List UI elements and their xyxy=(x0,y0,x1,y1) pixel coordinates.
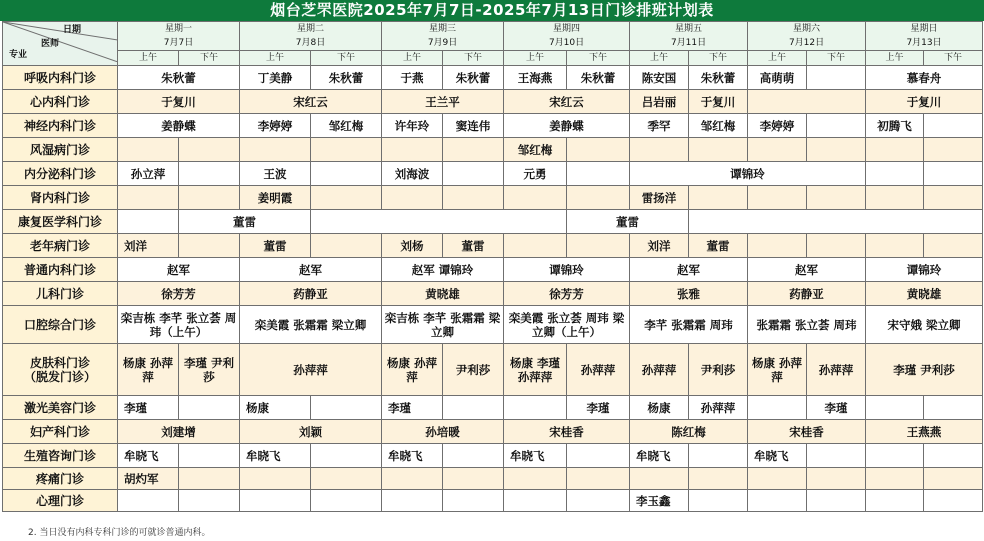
schedule-cell xyxy=(748,138,807,162)
schedule-cell: 王兰平 xyxy=(382,90,504,114)
dept-label: 生殖咨询门诊 xyxy=(3,444,118,468)
schedule-cell xyxy=(567,234,630,258)
row-psychology xyxy=(3,490,983,512)
am-label: 上午 xyxy=(382,51,443,66)
row-respiratory xyxy=(3,66,983,90)
schedule-cell xyxy=(567,186,630,210)
schedule-cell: 胡灼军 xyxy=(118,468,179,490)
dept-label: 心理门诊 xyxy=(3,490,118,512)
schedule-cell xyxy=(807,234,866,258)
schedule-cell: 王海燕 xyxy=(504,66,567,90)
day-header-3 xyxy=(504,22,630,51)
day-date: 7月12日 xyxy=(788,38,825,48)
schedule-cell: 黄晓雄 xyxy=(382,282,504,306)
schedule-cell: 慕春舟 xyxy=(866,66,983,90)
schedule-cell xyxy=(311,186,382,210)
schedule-cell: 刘建增 xyxy=(118,420,240,444)
schedule-cell xyxy=(179,396,240,420)
dept-label xyxy=(3,344,118,396)
schedule-cell xyxy=(504,186,567,210)
schedule-cell xyxy=(311,444,382,468)
schedule-cell: 邹红梅 xyxy=(689,114,748,138)
schedule-cell: 赵军 xyxy=(748,258,866,282)
corner-date-label: 日期 xyxy=(63,25,82,35)
schedule-cell xyxy=(807,138,866,162)
day-header-1 xyxy=(240,22,382,51)
schedule-cell xyxy=(866,234,924,258)
schedule-cell: 栾吉栋 李芊 张立荟 周玮（上午） xyxy=(118,306,240,344)
schedule-cell xyxy=(443,396,504,420)
schedule-cell: 牟晓飞 xyxy=(240,444,311,468)
am-label: 上午 xyxy=(866,51,924,66)
schedule-cell xyxy=(179,234,240,258)
schedule-cell xyxy=(443,490,504,512)
schedule-cell xyxy=(179,162,240,186)
day-date: 7月8日 xyxy=(295,38,326,48)
schedule-cell xyxy=(179,490,240,512)
pm-label: 下午 xyxy=(567,51,630,66)
schedule-cell: 刘颖 xyxy=(240,420,382,444)
schedule-cell xyxy=(866,138,924,162)
schedule-cell: 牟晓飞 xyxy=(748,444,807,468)
schedule-cell: 董雷 xyxy=(443,234,504,258)
dept-label: 心内科门诊 xyxy=(3,90,118,114)
schedule-cell: 牟晓飞 xyxy=(630,444,689,468)
am-label: 上午 xyxy=(630,51,689,66)
schedule-cell xyxy=(866,186,924,210)
schedule-cell xyxy=(689,210,983,234)
schedule-cell xyxy=(311,162,382,186)
dept-label: 肾内科门诊 xyxy=(3,186,118,210)
schedule-cell: 徐芳芳 xyxy=(118,282,240,306)
schedule-cell: 赵军 谭锦玲 xyxy=(382,258,504,282)
day-date: 7月10日 xyxy=(548,38,585,48)
schedule-cell: 杨康 xyxy=(240,396,311,420)
row-general-internal xyxy=(3,258,983,282)
schedule-cell xyxy=(311,138,382,162)
corner-dept-label: 专业 xyxy=(9,50,28,60)
schedule-cell: 朱秋蕾 xyxy=(118,66,240,90)
schedule-cell: 丁美静 xyxy=(240,66,311,90)
schedule-cell: 孙萍萍 xyxy=(240,344,382,396)
schedule-cell: 李芊 张霜霜 周玮 xyxy=(630,306,748,344)
schedule-cell: 朱秋蕾 xyxy=(689,66,748,90)
schedule-cell: 王波 xyxy=(240,162,311,186)
schedule-cell: 牟晓飞 xyxy=(504,444,567,468)
day-name: 星期六 xyxy=(793,24,821,34)
schedule-cell xyxy=(748,396,807,420)
row-reproductive xyxy=(3,444,983,468)
schedule-cell xyxy=(866,444,924,468)
schedule-cell: 孙萍萍 xyxy=(807,344,866,396)
schedule-cell: 姜静蝶 xyxy=(118,114,240,138)
schedule-cell: 朱秋蕾 xyxy=(567,66,630,90)
schedule-cell xyxy=(443,138,504,162)
schedule-cell: 元勇 xyxy=(504,162,567,186)
schedule-cell: 李瑾 xyxy=(807,396,866,420)
header-row-days xyxy=(3,22,983,51)
pm-label: 下午 xyxy=(179,51,240,66)
day-name: 星期一 xyxy=(165,24,193,34)
day-header-6 xyxy=(866,22,983,51)
schedule-cell: 孙萍萍 xyxy=(567,344,630,396)
schedule-cell xyxy=(630,138,689,162)
schedule-cell xyxy=(382,468,443,490)
schedule-cell xyxy=(567,162,630,186)
footer-note: 2. 当日没有内科专科门诊的可就诊普通内科。 xyxy=(28,528,211,538)
schedule-cell: 杨康 xyxy=(630,396,689,420)
schedule-cell: 刘洋 xyxy=(118,234,179,258)
schedule-cell: 栾美霞 张立荟 周玮 梁立卿（上午） xyxy=(504,306,630,344)
schedule-cell xyxy=(807,444,866,468)
schedule-cell xyxy=(748,186,807,210)
schedule-cell: 尹利莎 xyxy=(689,344,748,396)
day-name: 星期日 xyxy=(910,24,938,34)
schedule-cell: 牟晓飞 xyxy=(382,444,443,468)
schedule-cell: 于复川 xyxy=(118,90,240,114)
schedule-cell xyxy=(807,490,866,512)
schedule-cell xyxy=(748,490,807,512)
schedule-cell: 董雷 xyxy=(689,234,748,258)
sheet-title: 烟台芝罘医院2025年7月7日-2025年7月13日门诊排班计划表 xyxy=(0,0,984,21)
schedule-cell: 陈红梅 xyxy=(630,420,748,444)
row-dermatology xyxy=(3,344,983,396)
schedule-cell: 宋红云 xyxy=(504,90,630,114)
schedule-cell: 杨康 孙萍萍 xyxy=(118,344,179,396)
schedule-cell xyxy=(504,234,567,258)
schedule-cell: 宋守娥 梁立卿 xyxy=(866,306,983,344)
row-geriatrics xyxy=(3,234,983,258)
schedule-cell: 张雅 xyxy=(630,282,748,306)
row-pediatrics xyxy=(3,282,983,306)
schedule-cell xyxy=(689,444,748,468)
schedule-cell: 窦连伟 xyxy=(443,114,504,138)
schedule-cell xyxy=(567,468,630,490)
am-label: 上午 xyxy=(504,51,567,66)
am-label: 上午 xyxy=(240,51,311,66)
schedule-cell: 于复川 xyxy=(689,90,748,114)
schedule-cell xyxy=(689,138,748,162)
schedule-cell: 陈安国 xyxy=(630,66,689,90)
row-neurology xyxy=(3,114,983,138)
schedule-cell xyxy=(311,490,382,512)
schedule-cell xyxy=(443,468,504,490)
schedule-cell xyxy=(924,186,983,210)
schedule-cell: 董雷 xyxy=(240,234,311,258)
schedule-cell xyxy=(311,234,382,258)
row-rehabilitation xyxy=(3,210,983,234)
schedule-cell xyxy=(689,490,748,512)
schedule-cell xyxy=(567,490,630,512)
schedule-cell: 许年玲 xyxy=(382,114,443,138)
schedule-cell xyxy=(748,90,866,114)
schedule-cell xyxy=(382,138,443,162)
schedule-cell xyxy=(311,210,567,234)
schedule-cell: 邹红梅 xyxy=(504,138,567,162)
schedule-cell xyxy=(689,468,748,490)
schedule-cell xyxy=(179,468,240,490)
schedule-cell xyxy=(118,138,179,162)
schedule-cell: 李玉鑫 xyxy=(630,490,689,512)
dept-label: 儿科门诊 xyxy=(3,282,118,306)
schedule-cell xyxy=(866,396,924,420)
schedule-cell: 赵军 xyxy=(118,258,240,282)
schedule-cell: 于复川 xyxy=(866,90,983,114)
schedule-cell xyxy=(179,186,240,210)
schedule-cell: 杨康 孙萍萍 xyxy=(748,344,807,396)
row-dental xyxy=(3,306,983,344)
schedule-cell: 谭锦玲 xyxy=(866,258,983,282)
schedule-cell xyxy=(807,114,866,138)
schedule-cell: 孙立萍 xyxy=(118,162,179,186)
schedule-cell xyxy=(311,396,382,420)
schedule-cell xyxy=(179,444,240,468)
schedule-cell xyxy=(443,444,504,468)
am-label: 上午 xyxy=(748,51,807,66)
schedule-cell: 杨康 李瑾 孙萍萍 xyxy=(504,344,567,396)
schedule-cell xyxy=(924,444,983,468)
day-name: 星期二 xyxy=(297,24,325,34)
schedule-cell xyxy=(118,210,179,234)
schedule-table xyxy=(2,21,983,512)
schedule-cell: 邹红梅 xyxy=(311,114,382,138)
schedule-cell: 吕岩丽 xyxy=(630,90,689,114)
schedule-cell xyxy=(924,114,983,138)
schedule-cell xyxy=(924,396,983,420)
schedule-cell: 于燕 xyxy=(382,66,443,90)
schedule-cell: 高萌萌 xyxy=(748,66,807,90)
day-header-0 xyxy=(118,22,240,51)
corner-cell xyxy=(3,22,118,66)
schedule-cell xyxy=(924,234,983,258)
schedule-cell: 季罕 xyxy=(630,114,689,138)
schedule-cell: 牟晓飞 xyxy=(118,444,179,468)
day-date: 7月11日 xyxy=(670,38,707,48)
schedule-cell xyxy=(118,186,179,210)
schedule-cell xyxy=(311,468,382,490)
pm-label: 下午 xyxy=(924,51,983,66)
schedule-cell: 谭锦玲 xyxy=(504,258,630,282)
day-name: 星期五 xyxy=(675,24,703,34)
schedule-cell: 谭锦玲 xyxy=(630,162,866,186)
schedule-cell: 雷扬洋 xyxy=(630,186,689,210)
row-laser-cosmetic xyxy=(3,396,983,420)
schedule-cell xyxy=(240,490,311,512)
schedule-cell: 孙萍萍 xyxy=(630,344,689,396)
row-rheumatology xyxy=(3,138,983,162)
schedule-cell: 李瑾 xyxy=(567,396,630,420)
corner-doctor-label: 医师 xyxy=(41,39,60,49)
row-obstetrics xyxy=(3,420,983,444)
schedule-cell: 董雷 xyxy=(179,210,311,234)
dept-label: 风湿病门诊 xyxy=(3,138,118,162)
day-header-4 xyxy=(630,22,748,51)
dept-label: 口腔综合门诊 xyxy=(3,306,118,344)
schedule-cell: 药静亚 xyxy=(240,282,382,306)
schedule-cell: 宋红云 xyxy=(240,90,382,114)
schedule-cell xyxy=(240,138,311,162)
day-header-5 xyxy=(748,22,866,51)
schedule-cell: 徐芳芳 xyxy=(504,282,630,306)
schedule-cell xyxy=(807,186,866,210)
schedule-cell xyxy=(382,490,443,512)
dept-subname: （脱发门诊） xyxy=(23,369,96,384)
schedule-cell xyxy=(748,468,807,490)
schedule-cell xyxy=(443,162,504,186)
day-date: 7月13日 xyxy=(906,38,942,48)
schedule-cell xyxy=(689,186,748,210)
schedule-cell: 李瑾 尹利莎 xyxy=(866,344,983,396)
schedule-cell: 黄晓雄 xyxy=(866,282,983,306)
dept-label: 普通内科门诊 xyxy=(3,258,118,282)
schedule-cell: 尹利莎 xyxy=(443,344,504,396)
pm-label: 下午 xyxy=(443,51,504,66)
schedule-cell xyxy=(630,468,689,490)
schedule-cell: 王燕燕 xyxy=(866,420,983,444)
schedule-cell xyxy=(807,468,866,490)
schedule-cell xyxy=(924,138,983,162)
schedule-cell: 宋桂香 xyxy=(504,420,630,444)
dept-label: 疼痛门诊 xyxy=(3,468,118,490)
schedule-cell xyxy=(748,234,807,258)
schedule-cell: 李婷婷 xyxy=(240,114,311,138)
row-pain xyxy=(3,468,983,490)
dept-label: 神经内科门诊 xyxy=(3,114,118,138)
schedule-cell xyxy=(240,468,311,490)
schedule-cell: 刘洋 xyxy=(630,234,689,258)
row-cardiology xyxy=(3,90,983,114)
schedule-cell xyxy=(866,468,924,490)
schedule-cell: 刘杨 xyxy=(382,234,443,258)
schedule-cell xyxy=(504,396,567,420)
row-nephrology xyxy=(3,186,983,210)
schedule-cell: 李瑾 xyxy=(382,396,443,420)
dept-label: 妇产科门诊 xyxy=(3,420,118,444)
schedule-cell: 李瑾 尹利莎 xyxy=(179,344,240,396)
schedule-cell xyxy=(866,162,924,186)
schedule-cell xyxy=(924,490,983,512)
day-name: 星期四 xyxy=(553,24,581,34)
schedule-cell xyxy=(866,490,924,512)
dept-label: 康复医学科门诊 xyxy=(3,210,118,234)
schedule-cell: 张霜霜 张立荟 周玮 xyxy=(748,306,866,344)
schedule-cell xyxy=(924,162,983,186)
dept-label: 呼吸内科门诊 xyxy=(3,66,118,90)
dept-label: 老年病门诊 xyxy=(3,234,118,258)
schedule-cell xyxy=(504,468,567,490)
row-endocrinology xyxy=(3,162,983,186)
schedule-cell: 李瑾 xyxy=(118,396,179,420)
schedule-cell: 姜静蝶 xyxy=(504,114,630,138)
day-date: 7月9日 xyxy=(427,38,458,48)
schedule-cell: 药静亚 xyxy=(748,282,866,306)
schedule-cell xyxy=(443,186,504,210)
schedule-cell xyxy=(118,490,179,512)
day-name: 星期三 xyxy=(429,24,457,34)
schedule-cell: 刘海波 xyxy=(382,162,443,186)
schedule-cell xyxy=(382,186,443,210)
pm-label: 下午 xyxy=(689,51,748,66)
schedule-cell: 赵军 xyxy=(630,258,748,282)
schedule-cell: 宋桂香 xyxy=(748,420,866,444)
schedule-cell xyxy=(567,138,630,162)
dept-label: 激光美容门诊 xyxy=(3,396,118,420)
schedule-cell: 栾美霞 张霜霜 梁立卿 xyxy=(240,306,382,344)
schedule-cell: 孙培暖 xyxy=(382,420,504,444)
schedule-cell xyxy=(504,490,567,512)
pm-label: 下午 xyxy=(311,51,382,66)
schedule-cell: 初腾飞 xyxy=(866,114,924,138)
dept-label: 内分泌科门诊 xyxy=(3,162,118,186)
schedule-cell: 姜明霞 xyxy=(240,186,311,210)
schedule-cell xyxy=(567,444,630,468)
schedule-cell: 朱秋蕾 xyxy=(311,66,382,90)
schedule-cell: 李婷婷 xyxy=(748,114,807,138)
schedule-cell: 栾吉栋 李芊 张霜霜 梁立卿 xyxy=(382,306,504,344)
schedule-cell xyxy=(807,66,866,90)
schedule-cell: 杨康 孙萍萍 xyxy=(382,344,443,396)
schedule-cell xyxy=(179,138,240,162)
schedule-cell: 董雷 xyxy=(567,210,689,234)
header-row-ampm xyxy=(3,51,983,66)
day-header-2 xyxy=(382,22,504,51)
am-label: 上午 xyxy=(118,51,179,66)
schedule-cell: 孙萍萍 xyxy=(689,396,748,420)
schedule-cell xyxy=(924,468,983,490)
schedule-cell: 朱秋蕾 xyxy=(443,66,504,90)
schedule-cell: 赵军 xyxy=(240,258,382,282)
day-date: 7月7日 xyxy=(163,38,194,48)
dept-name: 皮肤科门诊 xyxy=(29,355,90,370)
pm-label: 下午 xyxy=(807,51,866,66)
